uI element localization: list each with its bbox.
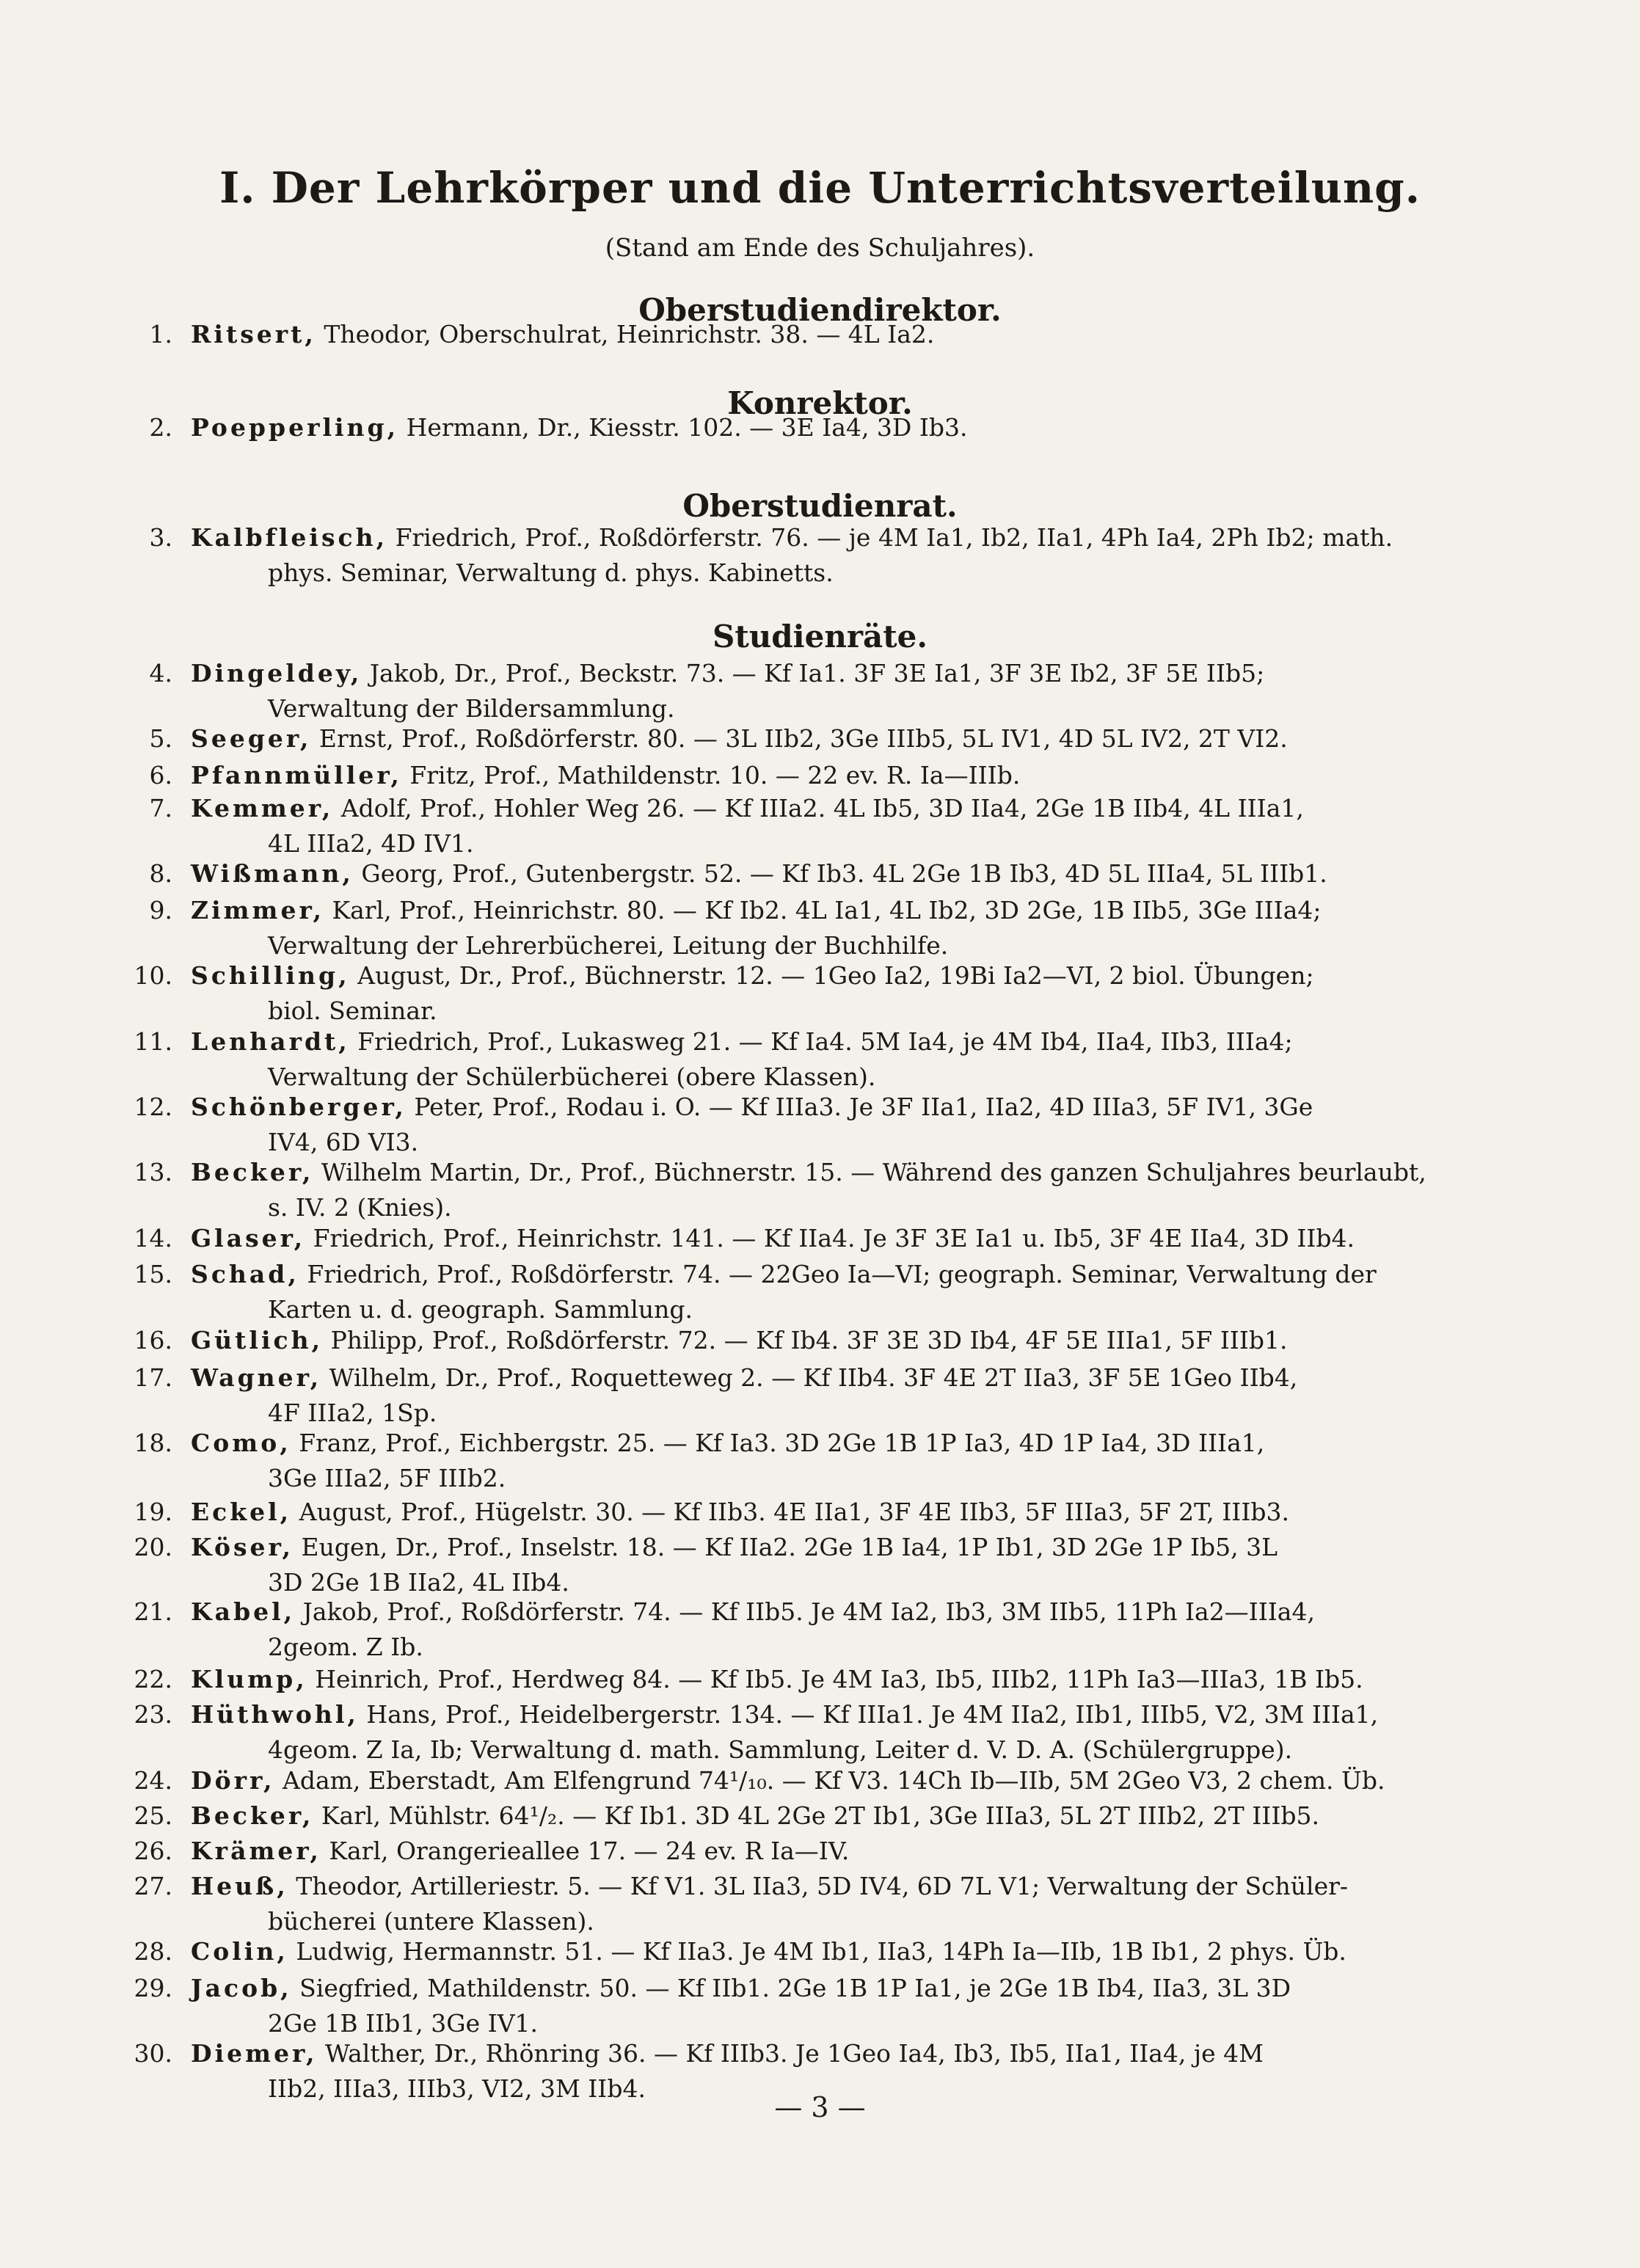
entry-detail: Ludwig, Hermannstr. 51. — Kf IIa3. Je 4M Ib1, IIa3, 14Ph Ia—IIb, 1B Ib1, 2 phys. Üb. — [296, 1937, 1346, 1966]
entry-first-line — [191, 1090, 1512, 1125]
entry-number: 26. — [134, 1837, 172, 1865]
entry-first-line — [191, 1155, 1512, 1190]
entry-first-line — [191, 1221, 1512, 1256]
entry-number: 15. — [134, 1260, 172, 1288]
staff-entry — [103, 1090, 1512, 1160]
staff-name: Krämer, — [191, 1837, 321, 1865]
staff-entry — [103, 1360, 1512, 1431]
entry-number: 7. — [149, 794, 172, 823]
entry-continuation: 2geom. Z Ib. — [268, 1633, 423, 1661]
entry-first-line — [191, 1024, 1512, 1060]
entry-detail: Friedrich, Prof., Roßdörferstr. 74. — 22Geo Ia—VI; geograph. Seminar, Verwaltung der — [307, 1260, 1377, 1288]
staff-name: Kabel, — [191, 1597, 296, 1626]
entry-first-line — [191, 1834, 1512, 1869]
entry-number: 3. — [149, 523, 172, 552]
entry-continuation: 4L IIIa2, 4D IV1. — [268, 829, 474, 858]
staff-entry — [103, 1594, 1512, 1665]
entry-detail: Friedrich, Prof., Lukasweg 21. — Kf Ia4. 5M Ia4, je 4M Ib4, IIa4, IIb3, IIIa4; — [357, 1027, 1293, 1056]
entry-number: 12. — [134, 1093, 172, 1121]
entry-first-line — [191, 1594, 1512, 1630]
staff-entry — [103, 1934, 1512, 1969]
entry-detail: Philipp, Prof., Roßdörferstr. 72. — Kf Ib4. 3F 3E 3D Ib4, 4F 5E IIIa1, 5F IIIb1. — [330, 1326, 1288, 1354]
staff-name: Hüthwohl, — [191, 1700, 359, 1729]
entry-detail: Theodor, Oberschulrat, Heinrichstr. 38. — 4L Ia2. — [324, 320, 935, 349]
entry-first-line — [191, 1426, 1512, 1461]
staff-entry — [103, 893, 1512, 963]
entry-continuation: 2Ge 1B IIb1, 3Ge IV1. — [268, 2009, 539, 2038]
staff-entry — [103, 721, 1512, 756]
entry-first-line — [191, 1495, 1512, 1530]
entry-detail: Friedrich, Prof., Heinrichstr. 141. — Kf IIa4. Je 3F 3E Ia1 u. Ib5, 3F 4E IIa4, 3D IIb4. — [313, 1224, 1355, 1252]
entry-continuation: Verwaltung der Bildersammlung. — [268, 694, 675, 723]
staff-name: Becker, — [191, 1158, 314, 1186]
entry-continuation: Verwaltung der Lehrerbücherei, Leitung der Buchhilfe. — [268, 931, 949, 960]
entry-number: 16. — [134, 1326, 172, 1354]
staff-entry — [103, 1221, 1512, 1256]
entry-first-line — [191, 1360, 1512, 1396]
entry-number: 29. — [134, 1974, 172, 2002]
staff-name: Wißmann, — [191, 859, 354, 888]
entry-first-line — [191, 758, 1512, 793]
staff-name: Como, — [191, 1429, 291, 1457]
staff-entry — [103, 656, 1512, 726]
staff-name: Ritsert, — [191, 320, 316, 349]
entry-first-line — [191, 1530, 1512, 1565]
entry-detail: Hans, Prof., Heidelbergerstr. 134. — Kf IIIa1. Je 4M IIa2, IIb1, IIIb5, V2, 3M IIIa1, — [366, 1700, 1379, 1729]
entry-detail: Siegfried, Mathildenstr. 50. — Kf IIb1. 2Ge 1B 1P Ia1, je 2Ge 1B Ib4, IIa3, 3L 3D — [299, 1974, 1291, 2002]
entry-number: 21. — [134, 1597, 172, 1626]
staff-name: Diemer, — [191, 2039, 318, 2068]
entry-first-line — [191, 893, 1512, 928]
entry-continuation: bücherei (untere Klassen). — [268, 1907, 594, 1936]
entry-number: 6. — [149, 761, 172, 790]
staff-entry — [103, 791, 1512, 861]
page-title: I. Der Lehrkörper und die Unterrichtsverteilung. — [219, 163, 1421, 213]
entry-number: 25. — [134, 1801, 172, 1830]
staff-entry — [103, 1530, 1512, 1600]
staff-name: Colin, — [191, 1937, 288, 1966]
entry-detail: August, Prof., Hügelstr. 30. — Kf IIb3. 4E IIa1, 3F 4E IIb3, 5F IIIa3, 5F 2T, IIIb3. — [299, 1498, 1289, 1526]
entry-number: 8. — [149, 859, 172, 888]
staff-name: Zimmer, — [191, 896, 324, 925]
entry-number: 17. — [134, 1363, 172, 1392]
staff-name: Jacob, — [191, 1974, 292, 2002]
staff-entry — [103, 758, 1512, 793]
entry-number: 5. — [149, 724, 172, 753]
entry-detail: Adam, Eberstadt, Am Elfengrund 74¹/₁₀. — Kf V3. 14Ch Ib—IIb, 5M 2Geo V3, 2 chem. Üb. — [283, 1766, 1385, 1795]
entry-number: 20. — [134, 1533, 172, 1561]
entry-number: 1. — [149, 320, 172, 349]
entry-continuation: 4geom. Z Ia, Ib; Verwaltung d. math. Sammlung, Leiter d. V. D. A. (Schülergruppe). — [268, 1735, 1293, 1764]
staff-name: Klump, — [191, 1665, 307, 1693]
section-heading-oberstudiendirektor: Oberstudiendirektor. — [638, 292, 1002, 328]
staff-entry — [103, 317, 1512, 352]
entry-first-line — [191, 1257, 1512, 1292]
entry-first-line — [191, 1971, 1512, 2006]
entry-detail: Theodor, Artilleriestr. 5. — Kf V1. 3L IIa3, 5D IV4, 6D 7L V1; Verwaltung der Schüler- — [296, 1872, 1349, 1900]
staff-entry — [103, 1257, 1512, 1327]
entry-first-line — [191, 958, 1512, 993]
entry-detail: August, Dr., Prof., Büchnerstr. 12. — 1Geo Ia2, 19Bi Ia2—VI, 2 biol. Übungen; — [357, 961, 1314, 990]
entry-first-line — [191, 2036, 1512, 2071]
staff-name: Glaser, — [191, 1224, 306, 1252]
entry-number: 4. — [149, 659, 172, 688]
entry-first-line — [191, 1934, 1512, 1969]
staff-name: Poepperling, — [191, 413, 399, 442]
entry-continuation: IIb2, IIIa3, IIIb3, VI2, 3M IIb4. — [268, 2074, 646, 2103]
staff-entry — [103, 1834, 1512, 1869]
section-heading-oberstudienrat: Oberstudienrat. — [682, 488, 958, 524]
entry-detail: Peter, Prof., Rodau i. O. — Kf IIIa3. Je 3F IIa1, IIa2, 4D IIIa3, 5F IV1, 3Ge — [414, 1093, 1313, 1121]
entry-detail: Ernst, Prof., Roßdörferstr. 80. — 3L IIb2, 3Ge IIIb5, 5L IV1, 4D 5L IV2, 2T VI2. — [318, 724, 1288, 753]
entry-first-line — [191, 1869, 1512, 1904]
entry-number: 18. — [134, 1429, 172, 1457]
entry-first-line — [191, 856, 1512, 891]
entry-number: 27. — [134, 1872, 172, 1900]
entry-detail: Wilhelm, Dr., Prof., Roquetteweg 2. — Kf IIb4. 3F 4E 2T IIa3, 3F 5E 1Geo IIb4, — [329, 1363, 1298, 1392]
staff-name: Heuß, — [191, 1872, 288, 1900]
staff-name: Dingeldey, — [191, 659, 362, 688]
entry-first-line — [191, 656, 1512, 691]
entry-detail: Karl, Mühlstr. 64¹/₂. — Kf Ib1. 3D 4L 2Ge 2T Ib1, 3Ge IIIa3, 5L 2T IIIb2, 2T IIIb5. — [321, 1801, 1319, 1830]
entry-number: 13. — [134, 1158, 172, 1186]
staff-entry — [103, 1662, 1512, 1697]
staff-name: Seeger, — [191, 724, 312, 753]
entry-continuation: s. IV. 2 (Knies). — [268, 1193, 452, 1222]
entry-first-line — [191, 1323, 1512, 1358]
entry-first-line — [191, 1662, 1512, 1697]
entry-first-line — [191, 791, 1512, 826]
entry-number: 23. — [134, 1700, 172, 1729]
staff-entry — [103, 520, 1512, 591]
staff-entry — [103, 1024, 1512, 1095]
entry-continuation: Karten u. d. geograph. Sammlung. — [268, 1295, 693, 1324]
staff-entry — [103, 856, 1512, 891]
staff-name: Eckel, — [191, 1498, 292, 1526]
entry-detail: Fritz, Prof., Mathildenstr. 10. — 22 ev. R. Ia—IIIb. — [409, 761, 1021, 790]
entry-number: 30. — [134, 2039, 172, 2068]
entry-number: 9. — [149, 896, 172, 925]
entry-first-line — [191, 520, 1512, 555]
staff-entry — [103, 1323, 1512, 1358]
entry-number: 11. — [134, 1027, 172, 1056]
entry-number: 19. — [134, 1498, 172, 1526]
staff-entry — [103, 1869, 1512, 1939]
staff-name: Kemmer, — [191, 794, 334, 823]
entry-continuation: IV4, 6D VI3. — [268, 1128, 419, 1156]
entry-continuation: biol. Seminar. — [268, 996, 437, 1025]
entry-first-line — [191, 410, 1512, 445]
entry-detail: Jakob, Prof., Roßdörferstr. 74. — Kf IIb5. Je 4M Ia2, Ib3, 3M IIb5, 11Ph Ia2—IIIa4, — [302, 1597, 1315, 1626]
section-heading-konrektor: Konrektor. — [727, 385, 913, 421]
staff-name: Kalbfleisch, — [191, 523, 388, 552]
entry-number: 10. — [134, 961, 172, 990]
page-subtitle: (Stand am Ende des Schuljahres). — [605, 233, 1035, 263]
entry-detail: Walther, Dr., Rhönring 36. — Kf IIIb3. Je 1Geo Ia4, Ib3, Ib5, IIa1, IIa4, je 4M — [325, 2039, 1264, 2068]
staff-name: Schilling, — [191, 961, 350, 990]
entry-number: 22. — [134, 1665, 172, 1693]
staff-entry — [103, 410, 1512, 445]
staff-name: Schad, — [191, 1260, 299, 1288]
staff-name: Gütlich, — [191, 1326, 324, 1354]
staff-entry — [103, 1697, 1512, 1768]
entry-detail: Adolf, Prof., Hohler Weg 26. — Kf IIIa2. 4L Ib5, 3D IIa4, 2Ge 1B IIb4, 4L IIIa1, — [340, 794, 1304, 823]
entry-detail: Eugen, Dr., Prof., Inselstr. 18. — Kf IIa2. 2Ge 1B Ia4, 1P Ib1, 3D 2Ge 1P Ib5, 3L — [301, 1533, 1278, 1561]
staff-entry — [103, 1495, 1512, 1530]
entry-first-line — [191, 1763, 1512, 1798]
entry-number: 14. — [134, 1224, 172, 1252]
entry-first-line — [191, 1697, 1512, 1732]
staff-entry — [103, 1798, 1512, 1834]
staff-entry — [103, 958, 1512, 1029]
entry-first-line — [191, 721, 1512, 756]
staff-entry — [103, 1155, 1512, 1225]
entry-number: 24. — [134, 1766, 172, 1795]
entry-continuation: 3Ge IIIa2, 5F IIIb2. — [268, 1464, 506, 1492]
entry-number: 28. — [134, 1937, 172, 1966]
entry-detail: Hermann, Dr., Kiesstr. 102. — 3E Ia4, 3D Ib3. — [406, 413, 968, 442]
staff-name: Köser, — [191, 1533, 294, 1561]
entry-detail: Friedrich, Prof., Roßdörferstr. 76. — je 4M Ia1, Ib2, IIa1, 4Ph Ia4, 2Ph Ib2; math. — [395, 523, 1393, 552]
page-number: — 3 — — [774, 2091, 866, 2123]
entry-first-line — [191, 1798, 1512, 1834]
entry-continuation: Verwaltung der Schülerbücherei (obere Klassen). — [268, 1062, 876, 1091]
entry-continuation: 4F IIIa2, 1Sp. — [268, 1399, 437, 1427]
staff-entry — [103, 1763, 1512, 1798]
entry-detail: Franz, Prof., Eichbergstr. 25. — Kf Ia3. 3D 2Ge 1B 1P Ia3, 4D 1P Ia4, 3D IIIa1, — [299, 1429, 1265, 1457]
entry-detail: Karl, Prof., Heinrichstr. 80. — Kf Ib2. 4L Ia1, 4L Ib2, 3D 2Ge, 1B IIb5, 3Ge IIIa4; — [332, 896, 1322, 925]
staff-name: Wagner, — [191, 1363, 322, 1392]
entry-detail: Heinrich, Prof., Herdweg 84. — Kf Ib5. Je 4M Ia3, Ib5, IIIb2, 11Ph Ia3—IIIa3, 1B Ib5. — [315, 1665, 1363, 1693]
entry-number: 2. — [149, 413, 172, 442]
staff-name: Dörr, — [191, 1766, 275, 1795]
entry-detail: Karl, Orangerieallee 17. — 24 ev. R Ia—IV. — [329, 1837, 850, 1865]
entry-first-line — [191, 317, 1512, 352]
staff-name: Pfannmüller, — [191, 761, 402, 790]
staff-name: Lenhardt, — [191, 1027, 350, 1056]
staff-entry — [103, 1426, 1512, 1496]
staff-entry — [103, 1971, 1512, 2041]
entry-detail: Jakob, Dr., Prof., Beckstr. 73. — Kf Ia1. 3F 3E Ia1, 3F 3E Ib2, 3F 5E IIb5; — [369, 659, 1265, 688]
entry-continuation: phys. Seminar, Verwaltung d. phys. Kabinetts. — [268, 558, 834, 587]
section-heading-studienraete: Studienräte. — [713, 619, 927, 654]
staff-name: Becker, — [191, 1801, 314, 1830]
entry-continuation: 3D 2Ge 1B IIa2, 4L IIb4. — [268, 1568, 569, 1597]
entry-detail: Georg, Prof., Gutenbergstr. 52. — Kf Ib3. 4L 2Ge 1B Ib3, 4D 5L IIIa4, 5L IIIb1. — [361, 859, 1327, 888]
staff-name: Schönberger, — [191, 1093, 407, 1121]
entry-detail: Wilhelm Martin, Dr., Prof., Büchnerstr. 15. — Während des ganzen Schuljahres beurlaubt, — [321, 1158, 1426, 1186]
